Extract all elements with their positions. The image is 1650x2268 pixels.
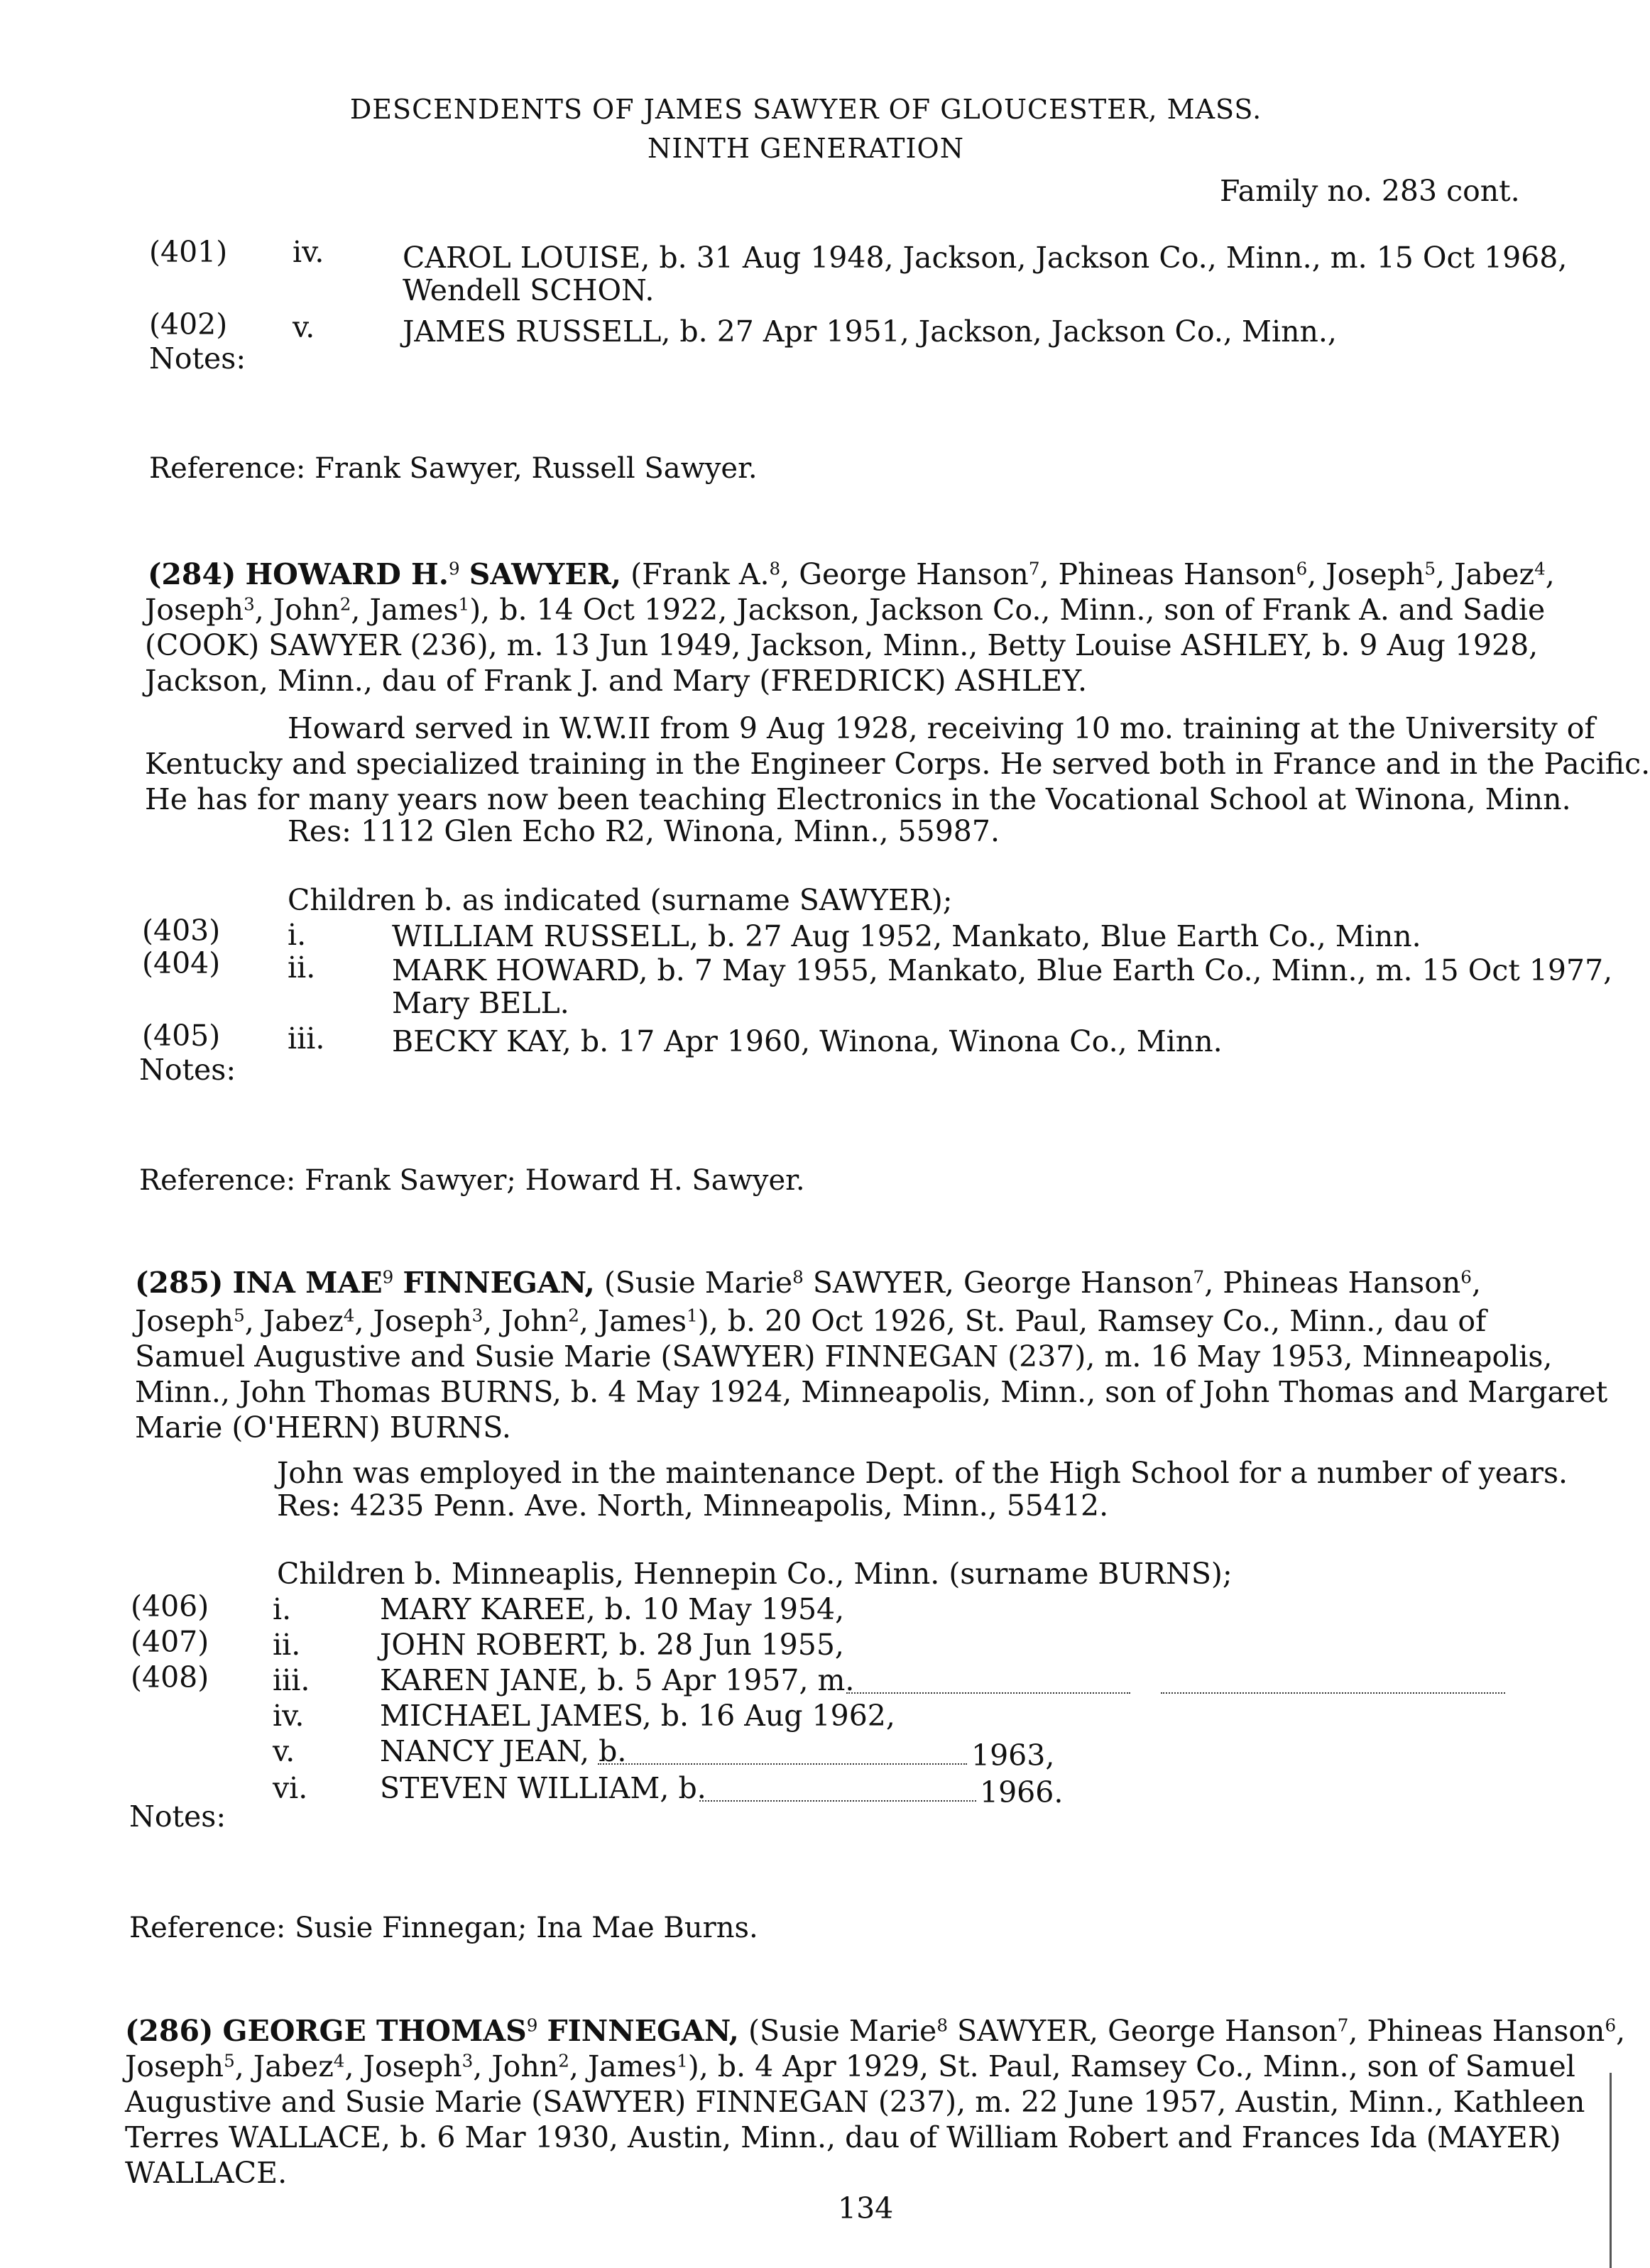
person-name: HOWARD H. bbox=[245, 557, 449, 591]
page-subtitle: NINTH GENERATION bbox=[648, 133, 964, 164]
child-line: MICHAEL JAMES, b. 16 Aug 1962, bbox=[380, 1699, 895, 1733]
biography-line: Kentucky and specialized training in the Engineer Corps. He served both in France and in the Pacific. bbox=[145, 747, 1650, 781]
person-surname: FINNEGAN, bbox=[403, 1266, 595, 1300]
blank-line bbox=[598, 1763, 967, 1765]
entry-number: (286) bbox=[125, 2014, 214, 2048]
child-roman: i. bbox=[273, 1592, 292, 1626]
child-roman: iv. bbox=[293, 235, 324, 269]
biography-line: He has for many years now been teaching Electronics in the Vocational School at Winona, Minn. bbox=[145, 782, 1571, 816]
child-roman: iv. bbox=[273, 1699, 305, 1733]
person-surname: FINNEGAN, bbox=[547, 2014, 739, 2048]
child-line: BECKY KAY, b. 17 Apr 1960, Winona, Winona Co., Minn. bbox=[392, 1024, 1223, 1058]
child-number: (403) bbox=[142, 914, 221, 948]
blank-line bbox=[846, 1692, 1130, 1694]
page-edge-mark bbox=[1610, 2073, 1612, 2268]
entry-line: Minn., John Thomas BURNS, b. 4 May 1924, Minneapolis, Minn., son of John Thomas and Margaret bbox=[135, 1375, 1608, 1409]
child-number: (406) bbox=[131, 1589, 209, 1623]
notes-label: Notes: bbox=[149, 341, 246, 376]
person-name: INA MAE bbox=[232, 1266, 383, 1300]
residence: Res: 4235 Penn. Ave. North, Minneapolis, Minn., 55412. bbox=[277, 1489, 1109, 1523]
reference: Reference: Frank Sawyer, Russell Sawyer. bbox=[149, 452, 758, 485]
entry-line: Augustive and Susie Marie (SAWYER) FINNEGAN (237), m. 22 June 1957, Austin, Minn., Kathleen bbox=[125, 2085, 1585, 2119]
child-line: MARY KAREE, b. 10 May 1954, bbox=[380, 1592, 845, 1626]
biography-line: Howard served in W.W.II from 9 Aug 1928, receiving 10 mo. training at the University of bbox=[288, 711, 1595, 745]
child-number: (407) bbox=[131, 1625, 209, 1659]
child-roman: ii. bbox=[288, 951, 316, 985]
notes-label: Notes: bbox=[139, 1053, 236, 1087]
entry-285-heading: (285) INA MAE$^9$ FINNEGAN, (Susie Marie$^8$ SAWYER, George Hanson$^7$, Phineas Hanson$^6$, bbox=[135, 1266, 1481, 1300]
child-line: Wendell SCHON. bbox=[403, 273, 655, 307]
lineage-line: Joseph$^5$, Jabez$^4$, Joseph$^3$, John$^2$, James$^1$), b. 20 Oct 1926, St. Paul, Ramsey Co., Minn., dau of bbox=[135, 1304, 1487, 1338]
child-number: (405) bbox=[142, 1019, 221, 1053]
child-line: JAMES RUSSELL, b. 27 Apr 1951, Jackson, Jackson Co., Minn., bbox=[403, 314, 1337, 349]
child-number: (408) bbox=[131, 1660, 209, 1694]
children-intro: Children b. as indicated (surname SAWYER); bbox=[288, 883, 953, 917]
blank-line bbox=[699, 1800, 976, 1802]
child-number: (402) bbox=[149, 307, 228, 341]
notes-label: Notes: bbox=[129, 1799, 226, 1834]
entry-line: Joseph$^3$, John$^2$, James$^1$), b. 14 Oct 1922, Jackson, Jackson Co., Minn., son of Frank A. and Sadie bbox=[145, 593, 1546, 627]
child-line: MARK HOWARD, b. 7 May 1955, Mankato, Blue Earth Co., Minn., m. 15 Oct 1977, bbox=[392, 953, 1613, 987]
reference: Reference: Frank Sawyer; Howard H. Sawyer. bbox=[139, 1164, 805, 1197]
child-line: CAROL LOUISE, b. 31 Aug 1948, Jackson, Jackson Co., Minn., m. 15 Oct 1968, bbox=[403, 241, 1568, 275]
child-line: WILLIAM RUSSELL, b. 27 Aug 1952, Mankato, Blue Earth Co., Minn. bbox=[392, 919, 1421, 953]
child-roman: iii. bbox=[288, 1021, 325, 1056]
child-roman: iii. bbox=[273, 1663, 310, 1697]
residence: Res: 1112 Glen Echo R2, Winona, Minn., 55987. bbox=[288, 814, 1000, 848]
child-roman: i. bbox=[288, 918, 307, 952]
page-title: DESCENDENTS OF JAMES SAWYER OF GLOUCESTER, MASS. bbox=[349, 94, 1262, 125]
entry-line: (COOK) SAWYER (236), m. 13 Jun 1949, Jackson, Minn., Betty Louise ASHLEY, b. 9 Aug 1928, bbox=[145, 628, 1539, 662]
child-roman: v. bbox=[293, 310, 315, 344]
child-year: 1966. bbox=[980, 1775, 1064, 1809]
children-intro: Children b. Minneaplis, Hennepin Co., Minn. (surname BURNS); bbox=[277, 1557, 1233, 1591]
entry-number: (285) bbox=[135, 1266, 224, 1300]
child-line: JOHN ROBERT, b. 28 Jun 1955, bbox=[380, 1628, 844, 1662]
entry-286-heading: (286) GEORGE THOMAS$^9$ FINNEGAN, (Susie Marie$^8$ SAWYER, George Hanson$^7$, Phineas Hanson$^6$, bbox=[125, 2014, 1626, 2048]
entry-line: Jackson, Minn., dau of Frank J. and Mary (FREDRICK) ASHLEY. bbox=[145, 664, 1087, 698]
entry-line: Terres WALLACE, b. 6 Mar 1930, Austin, Minn., dau of William Robert and Frances Ida (MAYER) bbox=[125, 2120, 1561, 2154]
lineage-line: Joseph$^5$, Jabez$^4$, Joseph$^3$, John$^2$, James$^1$), b. 4 Apr 1929, St. Paul, Ramsey Co., Minn., son of Samuel bbox=[125, 2049, 1575, 2083]
page-number: 134 bbox=[838, 2191, 894, 2225]
generation-number: 9 bbox=[449, 558, 460, 579]
child-line: Mary BELL. bbox=[392, 986, 569, 1020]
generation-number: 9 bbox=[526, 2015, 538, 2036]
lineage-start: (Frank A. bbox=[630, 557, 770, 591]
person-surname: SAWYER, bbox=[469, 557, 622, 591]
entry-line: Samuel Augustive and Susie Marie (SAWYER) FINNEGAN (237), m. 16 May 1953, Minneapolis, bbox=[135, 1340, 1553, 1374]
child-roman: ii. bbox=[273, 1628, 301, 1662]
child-number: (401) bbox=[149, 235, 228, 269]
entry-284-heading: (284) HOWARD H.$^9$ SAWYER, (Frank A.$^8$, George Hanson$^7$, Phineas Hanson$^6$, Joseph$^5$, Jabez$^4$, bbox=[148, 557, 1555, 591]
child-line: NANCY JEAN, b. bbox=[380, 1734, 627, 1768]
blank-line bbox=[1161, 1692, 1505, 1694]
entry-number: (284) bbox=[148, 557, 236, 591]
biography-line: John was employed in the maintenance Dept. of the High School for a number of years. bbox=[277, 1456, 1568, 1490]
entry-line: WALLACE. bbox=[125, 2156, 288, 2190]
child-roman: vi. bbox=[273, 1771, 308, 1805]
generation-number: 9 bbox=[382, 1266, 394, 1288]
person-name: GEORGE THOMAS bbox=[222, 2014, 527, 2048]
entry-line: Marie (O'HERN) BURNS. bbox=[135, 1410, 511, 1445]
child-number: (404) bbox=[142, 946, 221, 980]
child-year: 1963, bbox=[971, 1738, 1055, 1773]
child-line: STEVEN WILLIAM, b. bbox=[380, 1771, 706, 1805]
child-roman: v. bbox=[273, 1734, 295, 1768]
reference: Reference: Susie Finnegan; Ina Mae Burns. bbox=[129, 1912, 758, 1944]
family-number: Family no. 283 cont. bbox=[1220, 174, 1520, 208]
child-line: KAREN JANE, b. 5 Apr 1957, m. bbox=[380, 1663, 855, 1697]
